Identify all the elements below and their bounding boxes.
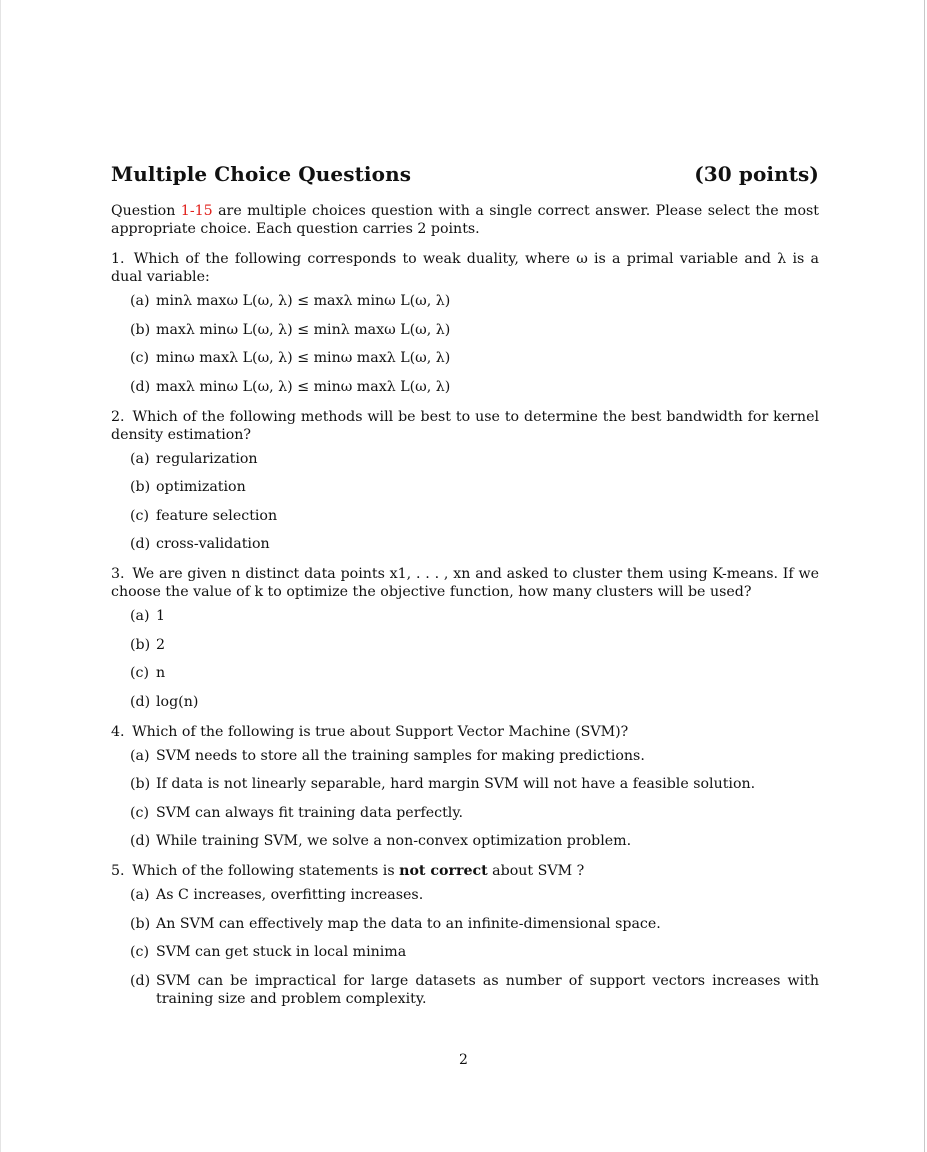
option-label: (c) [130,507,150,524]
option-3a[interactable] [130,607,819,625]
option-text: SVM can get stuck in local minima [156,944,407,960]
question-3-options [111,607,819,711]
question-number: 3. [111,566,125,582]
option-text: cross-validation [156,536,270,552]
option-label: (c) [130,944,150,960]
question-text: Which of the following methods will be best to use to determine the best bandwidth for kernel density estimation? [111,408,820,443]
question-5-options [111,886,819,1008]
option-5a[interactable] [130,886,819,904]
question-2-options [111,450,819,554]
option-4b[interactable] [130,775,819,793]
question-1 [111,250,819,286]
question-5 [111,862,819,880]
question-3 [111,565,819,601]
option-text: An SVM can effectively map the data to an infinite-dimensional space. [156,915,661,932]
option-2c[interactable] [130,507,819,525]
option-text: While training SVM, we solve a non-convex optimization problem. [156,833,632,849]
question-number: 2. [111,408,125,425]
option-label: (c) [130,665,150,681]
option-text: feature selection [156,507,278,524]
option-2b[interactable] [130,478,819,496]
option-1c[interactable] [130,349,819,367]
option-1d[interactable] [130,378,819,396]
option-label: (c) [130,350,150,366]
option-label: (c) [130,804,150,821]
page-number: 2 [459,1052,468,1068]
intro-after: are multiple choices question with a single correct answer. Please select the most appropriate choice. Each question carries 2 points. [111,203,820,237]
option-label: (a) [130,887,150,903]
option-text: minλ maxω L(ω, λ) ≤ maxλ minω L(ω, λ) [156,293,451,309]
option-label: (d) [130,972,151,989]
option-label: (b) [130,915,151,932]
question-text: We are given n distinct data points x1, . . . , xn and asked to cluster them using K-means. If we choose the value of k to optimize the objective function, how many clusters will be used? [111,566,819,600]
option-5d[interactable] [130,972,819,1008]
option-5c[interactable] [130,943,819,961]
option-label: (a) [130,450,150,467]
option-3c[interactable] [130,664,819,682]
option-label: (d) [130,378,151,395]
question-number: 1. [111,251,125,267]
option-5b[interactable] [130,915,819,933]
option-4c[interactable] [130,804,819,822]
option-3d[interactable] [130,693,819,711]
option-label: (b) [130,479,151,495]
option-text: SVM can be impractical for large datasets as number of support vectors increases with training size and problem complexity. [156,972,819,1007]
option-text: optimization [156,479,246,495]
option-label: (a) [130,747,150,764]
option-2a[interactable] [130,450,819,468]
option-text: log(n) [156,693,199,710]
section-header [111,158,819,190]
option-label: (d) [130,693,151,710]
section-points: (30 points) [694,162,819,186]
option-3b[interactable] [130,636,819,654]
question-text-after: about SVM ? [487,863,585,879]
option-label: (b) [130,321,151,338]
question-1-options [111,292,819,396]
question-range-link[interactable]: 1-15 [180,203,213,219]
option-label: (d) [130,833,151,849]
option-text: As C increases, overfitting increases. [156,887,424,903]
instructions-paragraph [111,202,819,238]
option-text: SVM can always fit training data perfectly. [156,804,463,821]
option-text: 1 [156,608,166,624]
option-label: (a) [130,293,150,309]
option-label: (a) [130,608,150,624]
question-text-before: Which of the following statements is [132,863,400,879]
question-number: 5. [111,863,125,879]
question-number: 4. [111,723,125,740]
option-label: (d) [130,536,151,552]
question-text: Which of the following is true about Support Vector Machine (SVM)? [132,723,629,740]
question-4-options [111,747,819,851]
section-title: Multiple Choice Questions [111,162,412,186]
intro-before: Question [111,203,181,219]
option-text: minω maxλ L(ω, λ) ≤ minω maxλ L(ω, λ) [156,350,451,366]
option-4a[interactable] [130,747,819,765]
option-text: maxλ minω L(ω, λ) ≤ minλ maxω L(ω, λ) [156,321,451,338]
option-text: SVM needs to store all the training samples for making predictions. [156,747,645,764]
question-text: Which of the following corresponds to weak duality, where ω is a primal variable and λ is a dual variable: [111,251,819,285]
question-2 [111,408,819,444]
option-label: (b) [130,776,151,792]
option-2d[interactable] [130,535,819,553]
option-text: n [156,665,166,681]
page-content [111,158,819,1008]
option-text: 2 [156,636,166,653]
option-4d[interactable] [130,832,819,850]
option-text: regularization [156,450,258,467]
option-1b[interactable] [130,321,819,339]
option-label: (b) [130,636,151,653]
option-text: maxλ minω L(ω, λ) ≤ minω maxλ L(ω, λ) [156,378,451,395]
question-text-emphasis: not correct [399,863,488,879]
option-text: If data is not linearly separable, hard margin SVM will not have a feasible solution. [156,776,756,792]
question-4 [111,723,819,741]
option-1a[interactable] [130,292,819,310]
